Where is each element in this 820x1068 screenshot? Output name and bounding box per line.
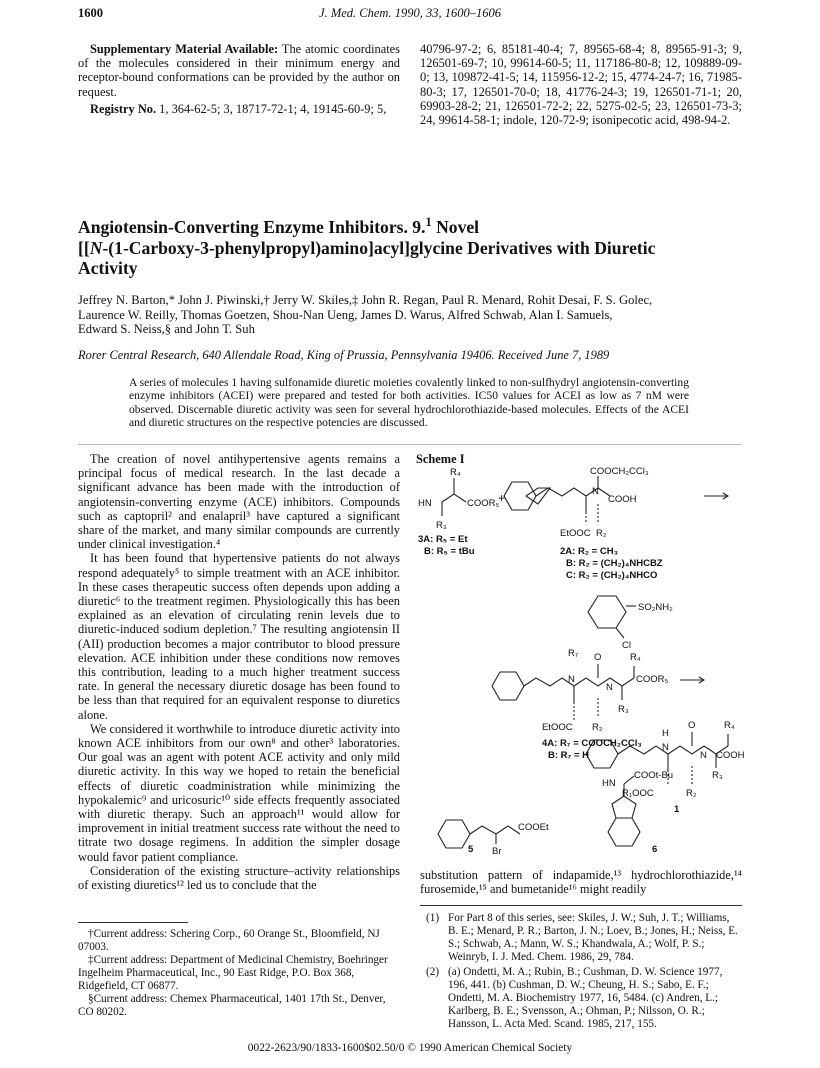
body-right-column [420,868,742,896]
scheme-etooc-4: EtOOC [542,722,573,733]
scheme-coot-bu: COOt-Bu [634,770,674,781]
body-right-text: substitution pattern of indapamide,¹³ hydrochlorothiazide,¹⁴ furosemide,¹⁵ and bumetanide¹⁶ might readily [420,868,742,897]
scheme-label-2a: 2A: R₂ = CH₃ [560,546,618,557]
title-footnote-mark: 1 [425,215,432,230]
scheme-r3-4: R₃ [618,704,629,715]
title-line-2-bracket: [[ [78,237,90,258]
scheme-title: Scheme I [416,452,465,466]
scheme-etooc-2: EtOOC [560,528,591,539]
footnote-rule [78,922,188,923]
scheme-cooet: COOEt [518,822,549,833]
title-line-2-n: N [89,237,103,258]
body-paragraph-4: Consideration of the existing structure–activity relationships of existing diuretics¹² led us to conclude that the [78,863,400,893]
supp-label: Supplementary Material Available: [90,42,279,56]
scheme-hn-6: HN [602,778,616,789]
affiliation: Rorer Central Research, 640 Allendale Road, King of Prussia, Pennsylvania 19406. Received June 7, 1989 [78,348,610,362]
scheme-h-1: H [662,728,669,739]
journal-citation: J. Med. Chem. 1990, 33, 1600–1606 [319,6,501,20]
scheme-1-diagram [412,466,744,854]
scheme-n-1a: N [662,742,669,753]
scheme-r2-2: R₂ [596,528,607,539]
scheme-label-2b: B: R₂ = (CH₂)₄NHCBZ [566,558,663,569]
scheme-cooh-2: COOH [608,494,637,505]
body-left-column [78,452,400,892]
title-line-1: Angiotensin-Converting Enzyme Inhibitors. 9. [78,217,426,237]
page-number: 1600 [78,6,103,20]
scheme-r4-top: R₄ [450,467,461,478]
scheme-label-4b: B: R₇ = H [548,750,590,761]
footnote-1: †Current address: Schering Corp., 60 Orange St., Bloomfield, NJ 07003. [78,928,380,953]
prev-article-left [78,42,400,116]
abstract-rule [78,444,742,445]
reference-2 [420,966,742,1031]
scheme-r4-1: R₄ [724,720,735,731]
article-title [78,217,750,279]
scheme-label-2c: C: R₂ = (CH₂)₄NHCO [566,570,658,581]
scheme-r1ooc: R₁OOC [622,788,654,799]
references-rule [420,905,742,906]
scheme-cooch2ccl3: COOCH₂CCl₃ [590,466,649,477]
scheme-label-3b: B: R₅ = tBu [424,546,475,557]
scheme-plus: + [498,491,506,505]
scheme-r2-1: R₂ [686,788,697,799]
registry-label: Registry No. [90,101,157,116]
scheme-hn-3: HN [418,498,432,509]
scheme-label-5: 5 [468,844,474,854]
reference-1-text: For Part 8 of this series, see: Skiles, J. W.; Suh, J. T.; Williams, B. E.; Menard, P. R.; Barton, J. N.; Loev, B.; Jones, H.; Neiss, E. S.; Schwab, A.; Mann, W. S.; Khandwala, A.; Wolf, P. S.; Weinryb, I. J. Med. Chem. 1986, 29, 784. [448,912,738,963]
scheme-o-4: O [594,652,602,663]
reference-1-number: (1) [426,912,440,924]
scheme-so2nh2: SO₂NH₂ [638,602,673,613]
author-footnotes [78,928,400,1019]
scheme-coor5: COOR₅ [467,498,500,509]
scheme-r7: R₇ [568,648,579,659]
title-line-3: Activity [78,258,138,278]
registry-text-left: 1, 364-62-5; 3, 18717-72-1; 4, 19145-60-9; 5, [156,101,387,116]
scheme-r4-4: R₄ [630,652,641,663]
reference-2-number: (2) [426,966,440,978]
reference-1 [420,912,742,964]
scheme-label-3a: 3A: R₅ = Et [418,534,468,545]
scheme-n-2: N [592,486,599,497]
scheme-coor5-4: COOR₅ [636,674,669,685]
running-head [78,6,742,24]
page-footer: 0022-2623/90/1833-1600$02.50/0 © 1990 American Chemical Society [247,1042,573,1054]
title-line-1-end: Novel [431,217,480,237]
body-paragraph-1: The creation of novel antihypertensive agents remains a principal focus of medical research. In the last decade a significant advance has been made with the introduction of angiotensin-converting enzyme (ACE) inhibitors. Compounds such as captopril² and enalapril³ have captured a significant share of the market, and many similar compounds are currently under clinical investigation.⁴ [78,452,400,552]
prev-article-right [420,42,742,127]
registry-text-right: 40796-97-2; 6, 85181-40-4; 7, 89565-68-4; 8, 89565-91-3; 9, 126501-69-7; 10, 99614-60-5; 11, 117186-80-8; 12, 109889-09-0; 13, 109872-41-5; 14, 115956-12-2; 15, 4774-24-7; 16, 71985-80-3; 17, 126501-70-0; 18, 41776-24-3; 19, 126501-71-1; 20, 69903-28-2; 21, 126501-72-2; 22, 5275-02-5; 23, 126501-73-3; 24, 99614-58-1; indole, 120-72-9; isonipecotic acid, 498-94-2. [420,42,742,128]
scheme-r2-4: R₂ [592,722,603,733]
footnote-3: §Current address: Chemex Pharmaceutical, 1401 17th St., Denver, CO 80202. [78,993,386,1018]
scheme-n-4a: N [568,674,575,685]
supp-text: The atomic coordinates of the molecules considered in their minimum energy and receptor-bound conformations can be provided by the author on request. [78,42,400,99]
abstract: A series of molecules 1 having sulfonamide diuretic moieties covalently linked to non-sulfhydryl angiotensin-converting enzyme inhibitors (ACEI) were prepared and tested for both activities. IC50 values for ACEI as low as 7 nM were observed. Discernable diuretic activity was seen for several hydrochlorothiazide-based molecules. Effects of the ACEI and diuretic structures on the respective potencies are discussed. [129,376,689,429]
scheme-label-1: 1 [674,804,680,815]
reference-2-text: (a) Ondetti, M. A.; Rubin, B.; Cushman, D. W. Science 1977, 196, 441. (b) Cushman, D. W.; Cheung, H. S.; Sabo, E. F.; Ondetti, M. A. Biochemistry 1977, 16, 5484. (c) Andren, L.; Karlberg, B. E.; Svensson, A.; Ohman, P.; Nilsson, O. R.; Hansson, L. Acta Med. Scand. 1985, 217, 155. [448,966,723,1030]
authors-line-1: Jeffrey N. Barton,* John J. Piwinski,† Jerry W. Skiles,‡ John R. Regan, Paul R. Menard, Rohit Desai, F. S. Golec, [78,293,653,307]
scheme-label-6: 6 [652,844,658,854]
scheme-label-4a: 4A: R₇ = COOCH₂CCl₃ [542,738,642,749]
footnote-2: ‡Current address: Department of Medicinal Chemistry, Boehringer Ingelheim Pharmaceutical, Inc., 90 East Ridge, P.O. Box 368, Ridgefield, CT 06877. [78,954,388,992]
authors-line-2: Laurence W. Reilly, Thomas Goetzen, Shou-Nan Ueng, James D. Warus, Alfred Schwab, Alan I. Samuels, [78,307,613,322]
scheme-r3-1: R₃ [712,770,723,781]
scheme-n-1b: N [700,750,707,761]
author-list [78,293,742,337]
scheme-cl: Cl [622,640,631,651]
scheme-o-1: O [688,720,696,731]
title-line-2: -(1-Carboxy-3-phenylpropyl)amino]acyl]glycine Derivatives with Diuretic [102,237,656,258]
authors-line-3: Edward S. Neiss,§ and John T. Suh [78,322,255,336]
scheme-br: Br [492,846,502,854]
body-paragraph-3: We considered it worthwhile to introduce diuretic activity into known ACE inhibitors from our own⁸ and other³ laboratories. Our goal was an agent with potent ACE activity and only mild diuretic activity. In this way we hoped to retain the beneficial effects of diuretic coadministration while minimizing the hypokalemic⁹ and uricosuric¹⁰ side effects frequently associated with diuretic therapy. Such an approach¹¹ would allow for improvement in initial treatment success rate without the need to titrate two dosage regimens. In addition the simpler dosage would favor patient compliance. [78,721,400,864]
scheme-n-4b: N [606,682,613,693]
reference-list [420,912,742,1033]
body-paragraph-2: It has been found that hypertensive patients do not always respond adequately⁵ to simple treatment with an ACE inhibitor. In these cases therapeutic success often depends upon adding a diuretic⁶ to the treatment regimen. Physiologically this has been explained as an elevation of circulating renin levels due to diuretic-induced sodium depletion.⁷ The resulting angiotensin II (AII) production becomes a major contributor to blood pressure elevation. ACE inhibition under these conditions now removes this contribution, leading to a much higher treatment success rate. In general the necessary diuretic dosage has been found to be less than that required for an equivalent response to diuretics alone. [78,551,400,722]
scheme-cooh-1: COOH [716,750,744,761]
scheme-r3-3: R₃ [436,520,447,531]
